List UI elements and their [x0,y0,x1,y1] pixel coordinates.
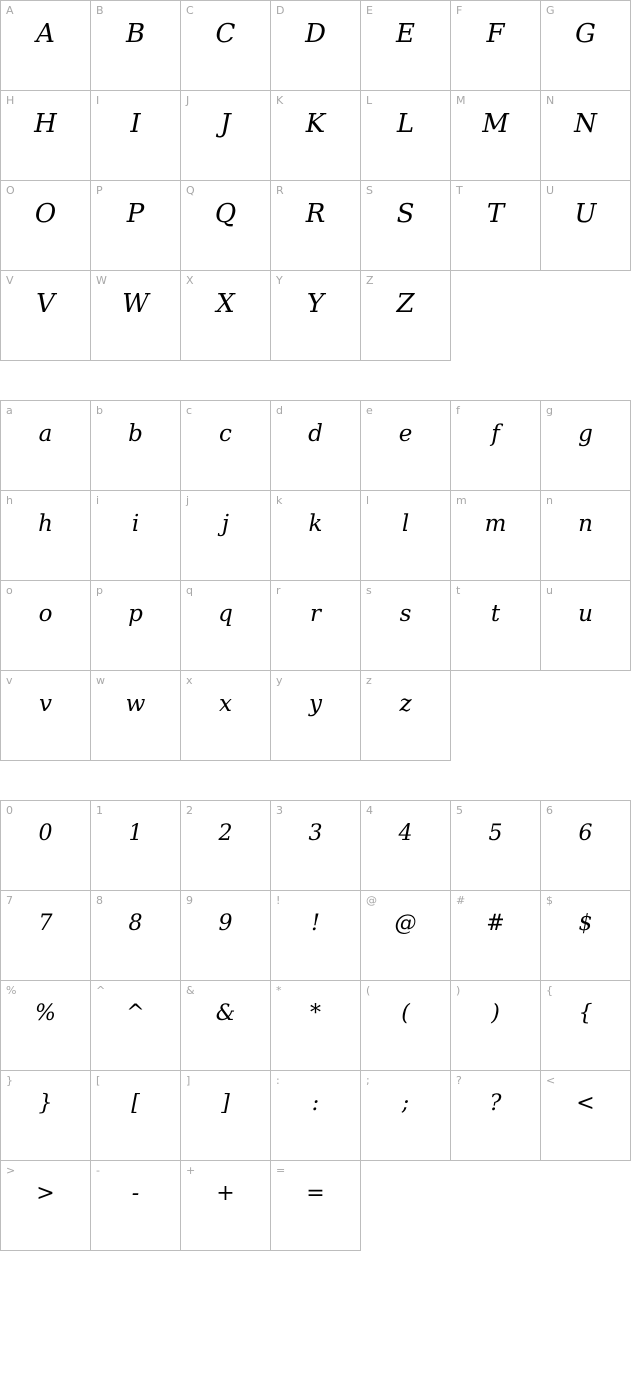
glyph-cell-label: n [546,494,553,507]
glyph-cell [360,580,451,671]
glyph-cell [180,580,271,671]
glyph-sample: 7 [38,911,53,936]
glyph-sample: } [38,1091,53,1116]
uppercase-glyph-grid [0,0,630,360]
glyph-sample: P [126,199,145,229]
glyph-cell-label: o [6,584,13,597]
glyph-cell [180,270,271,361]
glyph-cell-label: i [96,494,100,507]
glyph-cell [360,800,451,891]
glyph-sample: U [574,199,597,229]
glyph-cell-label: q [186,584,193,597]
glyph-sample: o [38,601,53,627]
glyph-cell [450,490,541,581]
glyph-sample: A [36,19,55,49]
glyph-sample: L [396,109,415,139]
glyph-cell [270,90,361,181]
glyph-cell [0,1160,91,1251]
glyph-sample: V [36,289,55,319]
glyph-cell [0,180,91,271]
glyph-cell [450,980,541,1071]
glyph-sample: 2 [218,821,233,846]
glyph-sample: [ [131,1091,140,1116]
glyph-cell [90,580,181,671]
glyph-cell-label: x [186,674,193,687]
glyph-cell [0,400,91,491]
glyph-sample: u [578,601,593,627]
glyph-sample: d [308,421,323,447]
glyph-cell [0,90,91,181]
glyph-cell-label: u [546,584,553,597]
glyph-sample: q [218,601,233,627]
glyph-cell [90,270,181,361]
glyph-sample: ; [401,1091,410,1116]
glyph-cell-label: s [366,584,372,597]
glyph-sample: e [398,421,413,447]
glyph-cell-label: Q [186,184,195,197]
glyph-cell [180,1070,271,1161]
glyph-sample: f [491,421,500,447]
glyph-cell [540,800,631,891]
glyph-cell-label: j [186,494,190,507]
glyph-cell-label: A [6,4,14,17]
glyph-sample: x [219,691,232,717]
glyph-cell [450,890,541,981]
glyph-cell [0,800,91,891]
glyph-cell [180,180,271,271]
glyph-cell [0,270,91,361]
glyph-sample: Z [396,289,415,319]
glyph-sample: * [310,1001,321,1026]
glyph-cell-label: = [276,1164,286,1177]
glyph-cell-label: V [6,274,14,287]
glyph-cell-label: w [96,674,105,687]
glyph-cell [270,580,361,671]
glyph-sample: H [34,109,57,139]
glyph-sample: 8 [128,911,143,936]
glyph-sample: S [396,199,415,229]
glyph-cell [360,180,451,271]
glyph-sample: Y [306,289,325,319]
glyph-cell-label: 6 [546,804,553,817]
glyph-cell [0,890,91,981]
glyph-sample: K [305,109,326,139]
glyph-cell-label: t [456,584,461,597]
glyph-sample: g [578,421,593,447]
glyph-cell-label: S [366,184,373,197]
glyph-cell [0,580,91,671]
glyph-cell-label: f [456,404,460,417]
glyph-sample: c [219,421,232,447]
glyph-sample: % [35,1001,56,1026]
glyph-cell [90,800,181,891]
glyph-cell-label: c [186,404,193,417]
glyph-sample: n [578,511,593,537]
glyph-cell [360,670,451,761]
glyph-sample: G [575,19,596,49]
glyph-cell [360,400,451,491]
glyph-cell [180,400,271,491]
glyph-cell [90,490,181,581]
glyph-sample: O [34,199,57,229]
glyph-cell [90,180,181,271]
glyph-cell-label: l [366,494,370,507]
glyph-sample: < [576,1091,595,1116]
glyph-sample: B [125,19,146,49]
glyph-cell [270,490,361,581]
glyph-sample: { [578,1001,593,1026]
glyph-sample: & [215,1001,236,1026]
glyph-cell [450,0,541,91]
glyph-cell-label: R [276,184,284,197]
glyph-cell-label: * [276,984,282,997]
glyph-cell-label: ] [186,1074,191,1087]
glyph-sample: i [131,511,140,537]
glyph-sample: X [216,289,235,319]
glyph-sample: 6 [578,821,593,846]
glyph-cell-label: Z [366,274,374,287]
glyph-sample: Q [214,199,237,229]
glyph-cell [450,400,541,491]
glyph-cell-label: & [186,984,195,997]
glyph-cell-label: ^ [96,984,106,997]
glyph-sample: a [38,421,53,447]
glyph-cell [360,980,451,1071]
glyph-sample: r [310,601,321,627]
glyph-sample: M [482,109,509,139]
glyph-cell [270,670,361,761]
glyph-sample: W [122,289,149,319]
glyph-cell-label: O [6,184,15,197]
glyph-cell-label: 8 [96,894,103,907]
glyph-cell-label: m [456,494,467,507]
glyph-cell [540,580,631,671]
glyph-sample: F [486,19,505,49]
glyph-sample: I [130,109,141,139]
glyph-cell [180,1160,271,1251]
glyph-cell-label: W [96,274,107,287]
glyph-cell-label: 4 [366,804,373,817]
glyph-cell-label: d [276,404,283,417]
glyph-sample: $ [578,911,593,936]
glyph-cell [270,0,361,91]
glyph-cell [270,890,361,981]
glyph-cell-label: - [96,1164,100,1177]
glyph-cell-label: g [546,404,553,417]
glyph-cell [0,980,91,1071]
glyph-cell-label: r [276,584,281,597]
glyph-cell [360,490,451,581]
glyph-cell-label: ! [276,894,281,907]
glyph-cell [180,670,271,761]
glyph-cell [0,670,91,761]
glyph-sample: E [396,19,415,49]
glyph-cell-label: { [546,984,553,997]
glyph-sample: : [311,1091,320,1116]
glyph-cell [90,670,181,761]
glyph-cell [90,1160,181,1251]
glyph-sample: m [484,511,507,537]
glyph-sample: 5 [488,821,503,846]
glyph-cell [540,90,631,181]
glyph-cell-label: J [186,94,190,107]
glyph-cell-label: y [276,674,283,687]
glyph-cell-label: ( [366,984,371,997]
glyph-cell [90,890,181,981]
glyph-sample: 9 [218,911,233,936]
glyph-sample: R [305,199,326,229]
glyph-sample: 0 [38,821,53,846]
glyph-cell-label: 7 [6,894,13,907]
glyph-cell [270,800,361,891]
glyph-cell-label: < [546,1074,556,1087]
glyph-sample: 3 [308,821,323,846]
glyph-cell-label: p [96,584,103,597]
glyph-cell-label: @ [366,894,377,907]
glyph-cell [450,180,541,271]
glyph-cell-label: ? [456,1074,462,1087]
glyph-sample: k [308,511,323,537]
glyph-cell-label: F [456,4,463,17]
glyph-cell-label: Y [276,274,283,287]
glyph-cell [270,270,361,361]
glyph-cell-label: e [366,404,373,417]
glyph-sample: = [306,1181,325,1206]
glyph-cell-label: 2 [186,804,193,817]
glyph-cell [540,890,631,981]
glyph-cell-label: 3 [276,804,283,817]
glyph-cell [180,890,271,981]
glyph-sample: C [215,19,236,49]
glyph-cell [90,980,181,1071]
glyph-cell-label: > [6,1164,16,1177]
glyph-sample: 1 [128,821,143,846]
glyph-sample: ! [311,911,320,936]
glyph-cell [450,580,541,671]
lowercase-glyph-grid [0,400,630,760]
glyph-sample: v [39,691,52,717]
glyph-cell-label: + [186,1164,196,1177]
glyph-sample: J [220,109,231,139]
glyph-cell [270,180,361,271]
glyph-cell [180,490,271,581]
glyph-cell-label: X [186,274,194,287]
glyph-cell [540,400,631,491]
glyph-cell-label: T [456,184,463,197]
glyph-sample: y [309,691,322,717]
glyph-cell-label: G [546,4,555,17]
glyph-cell [540,490,631,581]
glyph-sample: @ [394,911,417,936]
glyph-cell-label: z [366,674,372,687]
glyph-cell-label: [ [96,1074,101,1087]
glyph-cell [540,0,631,91]
glyph-cell-label: ; [366,1074,370,1087]
glyph-sample: N [574,109,597,139]
glyph-cell-label: I [96,94,100,107]
glyph-sample: ? [489,1091,502,1116]
glyph-sample: # [486,911,505,936]
glyph-sample: T [486,199,505,229]
glyph-cell [270,1070,361,1161]
glyph-cell-label: K [276,94,284,107]
glyph-sample: h [38,511,53,537]
glyph-cell-label: B [96,4,104,17]
glyph-cell [360,0,451,91]
glyph-cell [270,980,361,1071]
glyph-cell-label: ) [456,984,461,997]
glyph-sample: D [305,19,326,49]
glyph-cell-label: % [6,984,17,997]
glyph-sample: ( [401,1001,410,1026]
glyph-sample: z [399,691,412,717]
glyph-cell [450,90,541,181]
glyph-cell [90,90,181,181]
glyph-cell-label: H [6,94,15,107]
glyph-sample: - [131,1181,140,1206]
glyph-cell [180,800,271,891]
glyph-cell-label: D [276,4,285,17]
glyph-cell-label: 5 [456,804,463,817]
glyph-cell [360,890,451,981]
glyph-cell-label: 9 [186,894,193,907]
glyph-sample: ^ [126,1001,145,1026]
glyph-sample: 4 [398,821,413,846]
glyph-cell [90,0,181,91]
glyph-sample: j [221,511,230,537]
glyph-cell-label: v [6,674,13,687]
glyph-sample: t [490,601,501,627]
glyph-cell-label: : [276,1074,280,1087]
glyph-sample: ] [221,1091,230,1116]
glyph-cell [360,1070,451,1161]
glyph-cell-label: k [276,494,283,507]
glyph-cell-label: U [546,184,555,197]
glyph-cell-label: 0 [6,804,13,817]
glyph-cell-label: b [96,404,103,417]
glyph-cell [180,980,271,1071]
glyph-sample: w [125,691,146,717]
glyph-cell [270,1160,361,1251]
glyph-cell [0,1070,91,1161]
glyph-cell [270,400,361,491]
glyph-cell-label: C [186,4,194,17]
glyph-sample: + [216,1181,235,1206]
glyph-cell-label: L [366,94,373,107]
glyph-cell-label: } [6,1074,13,1087]
glyph-sample: s [399,601,412,627]
glyph-cell-label: a [6,404,13,417]
glyph-cell-label: # [456,894,466,907]
glyph-sample: b [128,421,143,447]
glyph-cell [90,400,181,491]
glyph-cell [360,270,451,361]
glyph-cell [0,490,91,581]
glyph-cell [90,1070,181,1161]
glyph-cell-label: $ [546,894,553,907]
glyph-cell [450,800,541,891]
glyph-cell [180,90,271,181]
glyph-sample: p [128,601,143,627]
symbols-glyph-grid [0,800,630,1250]
glyph-cell [180,0,271,91]
glyph-cell-label: E [366,4,373,17]
glyph-cell [540,980,631,1071]
glyph-cell [540,180,631,271]
glyph-cell-label: N [546,94,555,107]
glyph-cell-label: h [6,494,13,507]
glyph-cell-label: P [96,184,103,197]
glyph-sample: l [401,511,410,537]
glyph-cell [540,1070,631,1161]
glyph-cell-label: 1 [96,804,103,817]
glyph-cell-label: M [456,94,466,107]
glyph-cell [450,1070,541,1161]
glyph-cell [0,0,91,91]
glyph-sample: ) [491,1001,500,1026]
glyph-cell [360,90,451,181]
glyph-sample: > [36,1181,55,1206]
